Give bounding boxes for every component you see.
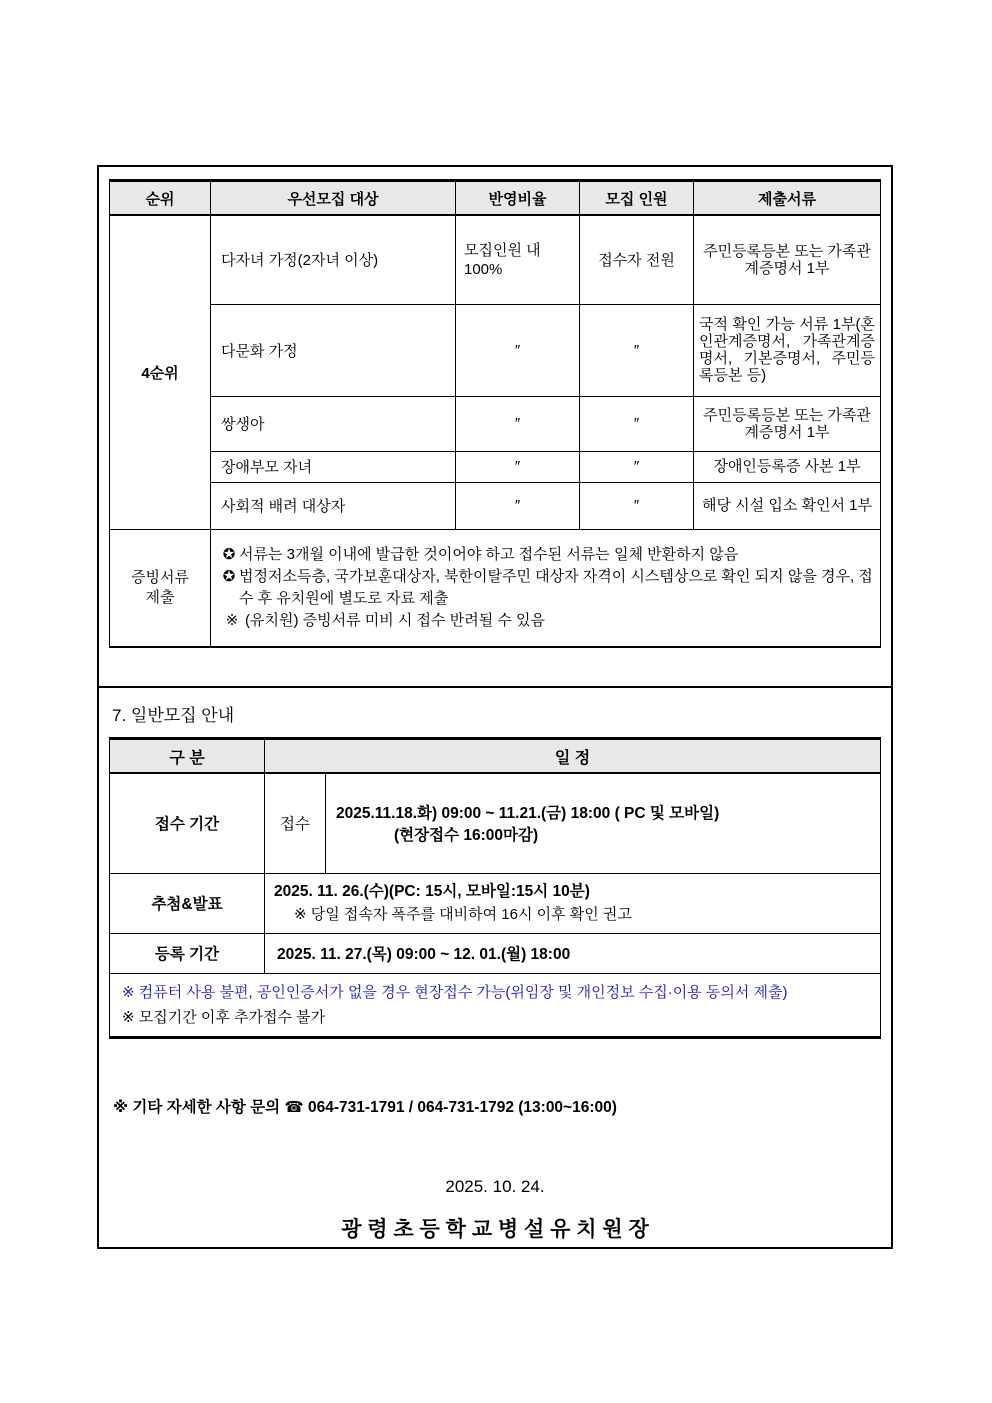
circle-bullet-icon: ✪: [222, 545, 236, 563]
docs-cell: 장애인등록증 사본 1부: [694, 451, 881, 482]
lottery-note-line: ※ 당일 접속자 폭주를 대비하여 16시 이후 확인 권고: [294, 906, 632, 923]
evidence-note: [219, 566, 874, 610]
table-notes-cell: [110, 973, 881, 1037]
count-cell: ″: [580, 304, 694, 396]
target-cell: 다문화 가정: [211, 304, 456, 396]
header-target: 우선모집 대상: [211, 181, 456, 216]
evidence-label-line: 증빙서류: [131, 568, 189, 586]
document-page: [97, 165, 893, 1249]
count-cell: ″: [580, 482, 694, 529]
reception-sub-label: 접수: [265, 773, 326, 873]
reception-schedule-cell: [326, 773, 881, 873]
contact-line: ※ 기타 자세한 사항 문의 ☎ 064-731-1791 / 064-731-1792 (13:00~16:00): [113, 1098, 617, 1116]
table-row: [110, 215, 881, 304]
ratio-cell: ″: [456, 482, 580, 529]
note-black: ※ 모집기간 이후 추가접수 불가: [122, 1008, 326, 1026]
docs-cell: 주민등록등본 또는 가족관계증명서 1부: [694, 215, 881, 304]
header-docs: 제출서류: [694, 181, 881, 216]
rank-cell: 4순위: [110, 215, 211, 529]
reference-mark-icon: ※: [225, 611, 239, 629]
reception-row: [110, 773, 881, 873]
ratio-cell: ″: [456, 304, 580, 396]
header-count: 모집 인원: [580, 181, 694, 216]
table-row: [110, 482, 881, 529]
lottery-row: [110, 873, 881, 933]
priority-table-header-row: [110, 181, 881, 216]
circle-bullet-icon: ✪: [222, 567, 236, 585]
header-ratio: 반영비율: [456, 181, 580, 216]
target-cell: 다자녀 가정(2자녀 이상): [211, 215, 456, 304]
ratio-cell: 모집인원 내 100%: [456, 215, 580, 304]
count-cell: 접수자 전원: [580, 215, 694, 304]
count-cell: ″: [580, 396, 694, 451]
section-heading: 7. 일반모집 안내: [112, 706, 235, 725]
reception-label: 접수 기간: [110, 773, 265, 873]
evidence-note-text: 법정저소득층, 국가보훈대상자, 북한이탈주민 대상자 자격이 시스템상으로 확인 되지 않을 경우, 접수 후 유치원에 별도로 자료 제출: [239, 567, 873, 607]
issue-date: 2025. 10. 24.: [445, 1176, 545, 1196]
evidence-label-cell: [110, 529, 211, 647]
evidence-note-text: 서류는 3개월 이내에 발급한 것이어야 하고 접수된 서류는 일체 반환하지 않음: [239, 545, 739, 563]
reception-schedule-line: 2025.11.18.화) 09:00 ~ 11.21.(금) 18:00 ( PC 및 모바일): [336, 805, 720, 823]
lottery-label: 추첨&발표: [110, 873, 265, 933]
reception-schedule-line: (현장접수 16:00마감): [394, 827, 539, 845]
target-cell: 쌍생아: [211, 396, 456, 451]
target-cell: 장애부모 자녀: [211, 451, 456, 482]
table-row: [110, 451, 881, 482]
evidence-content-cell: [211, 529, 881, 647]
evidence-label-line: 제출: [145, 588, 175, 606]
lottery-schedule-line: 2025. 11. 26.(수)(PC: 15시, 모바일:15시 10분): [274, 883, 590, 900]
registration-row: [110, 933, 881, 973]
count-cell: ″: [580, 451, 694, 482]
table-notes-row: [110, 973, 881, 1037]
ratio-cell: ″: [456, 396, 580, 451]
priority-table: [109, 179, 881, 648]
registration-label: 등록 기간: [110, 933, 265, 973]
note-blue: ※ 컴퓨터 사용 불편, 공인인증서가 없을 경우 현장접수 가능(위임장 및 개인정보 수집·이용 동의서 제출): [122, 983, 788, 1001]
divider-strip: [99, 648, 891, 688]
docs-cell: 해당 시설 입소 확인서 1부: [694, 482, 881, 529]
registration-schedule-cell: 2025. 11. 27.(목) 09:00 ~ 12. 01.(월) 18:00: [265, 933, 881, 973]
evidence-row: [110, 529, 881, 647]
evidence-note-text: (유치원) 증빙서류 미비 시 접수 반려될 수 있음: [245, 611, 545, 629]
target-cell: 사회적 배려 대상자: [211, 482, 456, 529]
ratio-cell: ″: [456, 451, 580, 482]
table-row: [110, 396, 881, 451]
lottery-schedule-cell: [265, 873, 881, 933]
general-table-header-row: [110, 739, 881, 774]
evidence-note: [219, 610, 874, 632]
signature-line: 광 령 초 등 학 교 병 설 유 치 원 장: [341, 1217, 649, 1241]
evidence-note: [219, 544, 874, 566]
docs-cell: 주민등록등본 또는 가족관계증명서 1부: [694, 396, 881, 451]
general-recruitment-table: [109, 737, 881, 1039]
header-category: 구 분: [110, 739, 265, 774]
table-row: [110, 304, 881, 396]
header-rank: 순위: [110, 181, 211, 216]
header-schedule: 일 정: [265, 739, 881, 774]
docs-cell: 국적 확인 가능 서류 1부(혼인관계증명서, 가족관계증명서, 기본증명서, 주민등록등본 등): [694, 304, 881, 396]
